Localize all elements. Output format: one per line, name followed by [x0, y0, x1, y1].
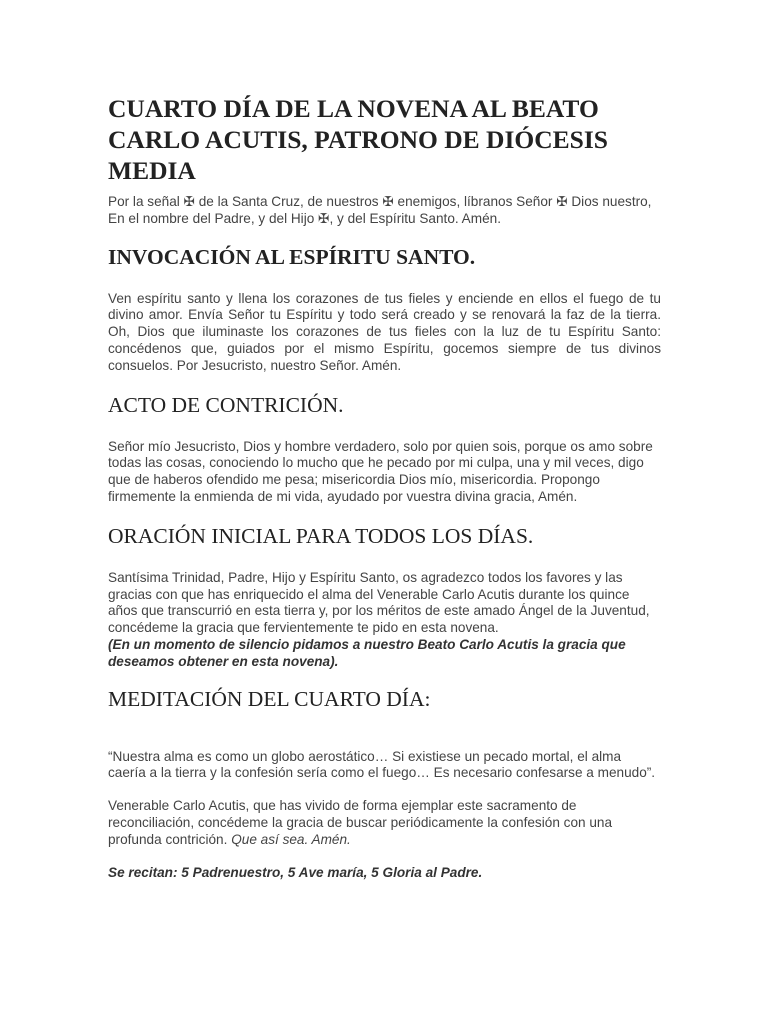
meditacion-prayer-closing: Que así sea. Amén. [231, 831, 351, 847]
meditacion-quote: “Nuestra alma es como un globo aerostático… Si existiese un pecado mortal, el alma caería a la tierra y la confesión sería como el fuego… Es necesario confesarse a menudo”. [108, 748, 656, 781]
contricion-text: Señor mío Jesucristo, Dios y hombre verdadero, solo por quien sois, porque os amo sobre todas las cosas, conociendo lo mucho que he pecado por mi culpa, una y mil veces, digo que de haberos ofendido me pesa; misericordia Dios mío, misericordia. Propongo firmemente la enmienda de mi vida, ayudado por vuestra divina gracia, Amén. [108, 438, 653, 504]
oracion-text: Santísima Trinidad, Padre, Hijo y Espíritu Santo, os agradezco todos los favores y las gracias con que has enriquecido el alma del Venerable Carlo Acutis durante los quince años que transcurrió en esta tierra y, por los méritos de este amado Ángel de la Juventud, concédeme la gracia que fervientemente te pido en esta novena. [108, 569, 650, 636]
contricion-heading: ACTO DE CONTRICIÓN. [108, 392, 344, 417]
meditacion-prayer-text: Venerable Carlo Acutis, que has vivido de forma ejemplar este sacramento de reconciliación, concédeme la gracia de buscar periódicamente la confesión con una profunda contrición. [108, 798, 613, 847]
invocacion-heading: INVOCACIÓN AL ESPÍRITU SANTO. [108, 244, 476, 269]
meditacion-prayer [108, 798, 661, 848]
silence-note: (En un momento de silencio pidamos a nuestro Beato Carlo Acutis la gracia que deseamos obtener en esta novena). [108, 636, 626, 669]
page-title: CUARTO DÍA DE LA NOVENA AL BEATO CARLO ACUTIS, PATRONO DE DIÓCESIS MEDIA [108, 94, 608, 185]
invocacion-text: Ven espíritu santo y llena los corazones de tus fieles y enciende en ellos el fuego de tu divino amor. Envía Señor tu Espíritu y todo será creado y se renovará la faz de la tierra. Oh, Dios que iluminaste los corazones de tus fieles con la luz de tu Espíritu Santo: concédenos que, guiados por el mismo Espíritu, gocemos siempre de tus divinos consuelos. Por Jesucristo, nuestro Señor. Amén. [108, 290, 661, 373]
meditacion-heading: MEDITACIÓN DEL CUARTO DÍA: [108, 686, 431, 711]
sign-of-cross-text: Por la señal ✠ de la Santa Cruz, de nuestros ✠ enemigos, líbranos Señor ✠ Dios nuestro, En el nombre del Padre, y del Hijo ✠, y del Espíritu Santo. Amén. [108, 194, 652, 226]
recitan-note: Se recitan: 5 Padrenuestro, 5 Ave maría, 5 Gloria al Padre. [108, 864, 483, 880]
document-page [108, 93, 661, 881]
oracion-heading: ORACIÓN INICIAL PARA TODOS LOS DÍAS. [108, 523, 534, 548]
